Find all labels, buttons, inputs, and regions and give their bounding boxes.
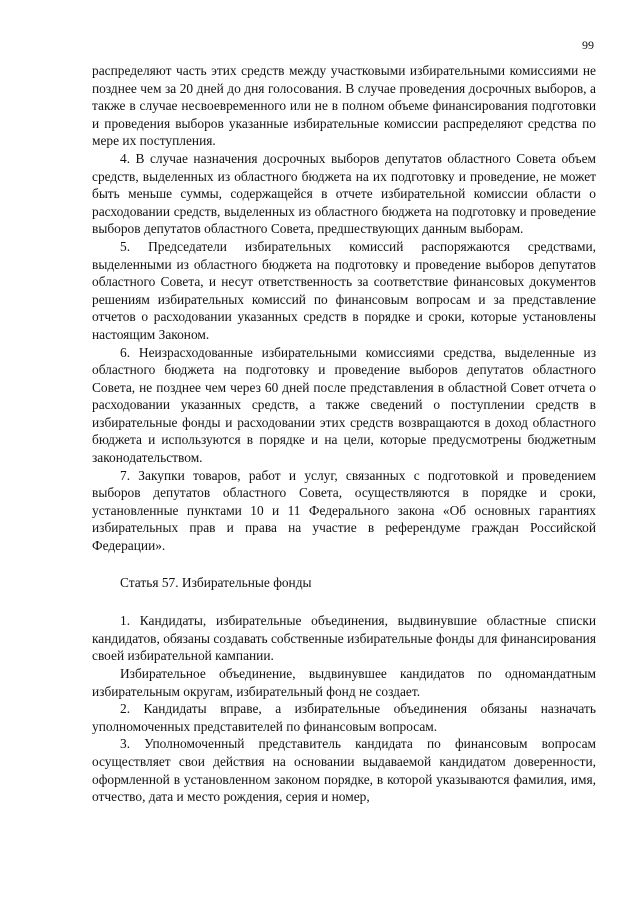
paragraph-article57-clause-1: 1. Кандидаты, избирательные объединения, выдвинувшие областные списки кандидатов, обязаны создавать собственные избирательные фонды для финансирования своей избирательной кампании. <box>92 613 596 664</box>
paragraph-clause-4: 4. В случае назначения досрочных выборов депутатов областного Совета объем средств, выделенных из областного бюджета на их подготовку и проведение, не может быть меньше суммы, содержащейся в отчете избирательной комиссии области о расходовании средств, выделенных из областного бюджета на подготовку и проведение выборов депутатов областного Совета, предшествующих данным выборам. <box>92 150 596 237</box>
paragraph-article57-note: Избирательное объединение, выдвинувшее кандидатов по одномандатным избирательным округам, избирательный фонд не создает. <box>92 666 596 699</box>
paragraph-clause-7: 7. Закупки товаров, работ и услуг, связанных с подготовкой и проведением выборов депутатов областного Совета, осуществляются в порядке и сроки, установленные пунктами 10 и 11 Федерального закона «Об основных гарантиях избирательных прав и права на участие в референдуме граждан Российской Федерации». <box>92 467 596 554</box>
paragraph-clause-6: 6. Неизрасходованные избирательными комиссиями средства, выделенные из областного бюджета на подготовку и проведение выборов депутатов областного Совета, не позднее чем через 60 дней после представления в областной Совет отчета о расходовании указанных средств, а также сведений о поступлении средств в избирательные фонды и расходовании этих средств возвращаются в доход областного бюджета и используются в порядке и на цели, которые предусмотрены бюджетным законодательством. <box>92 344 596 466</box>
paragraph-article57-clause-2: 2. Кандидаты вправе, а избирательные объединения обязаны назначать уполномоченных представителей по финансовым вопросам. <box>92 701 596 734</box>
paragraph-article57-clause-3: 3. Уполномоченный представитель кандидата по финансовым вопросам осуществляет свои действия на основании выдаваемой кандидатом доверенности, оформленной в установленном законом порядке, в которой указываются фамилия, имя, отчество, дата и место рождения, серия и номер, <box>92 736 596 805</box>
paragraph-continuation: распределяют часть этих средств между участковыми избирательными комиссиями не позднее чем за 20 дней до дня голосования. В случае проведения досрочных выборов, а также в случае несвоевременного или не в полном объеме финансирования подготовки и проведения выборов указанные избирательные комиссии распределяют средства по мере их поступления. <box>92 63 596 149</box>
article-heading: Статья 57. Избирательные фонды <box>120 574 312 590</box>
page-number: 99 <box>582 38 594 52</box>
document-body <box>92 62 596 806</box>
paragraph-clause-5: 5. Председатели избирательных комиссий распоряжаются средствами, выделенными из областного бюджета на подготовку и проведение выборов депутатов областного Совета, и несут ответственность за соответствие финансовых документов решениям избирательных комиссий по финансовым вопросам и за представление отчетов о расходовании указанных средств в порядке и сроки, которые установлены настоящим Законом. <box>92 238 596 342</box>
